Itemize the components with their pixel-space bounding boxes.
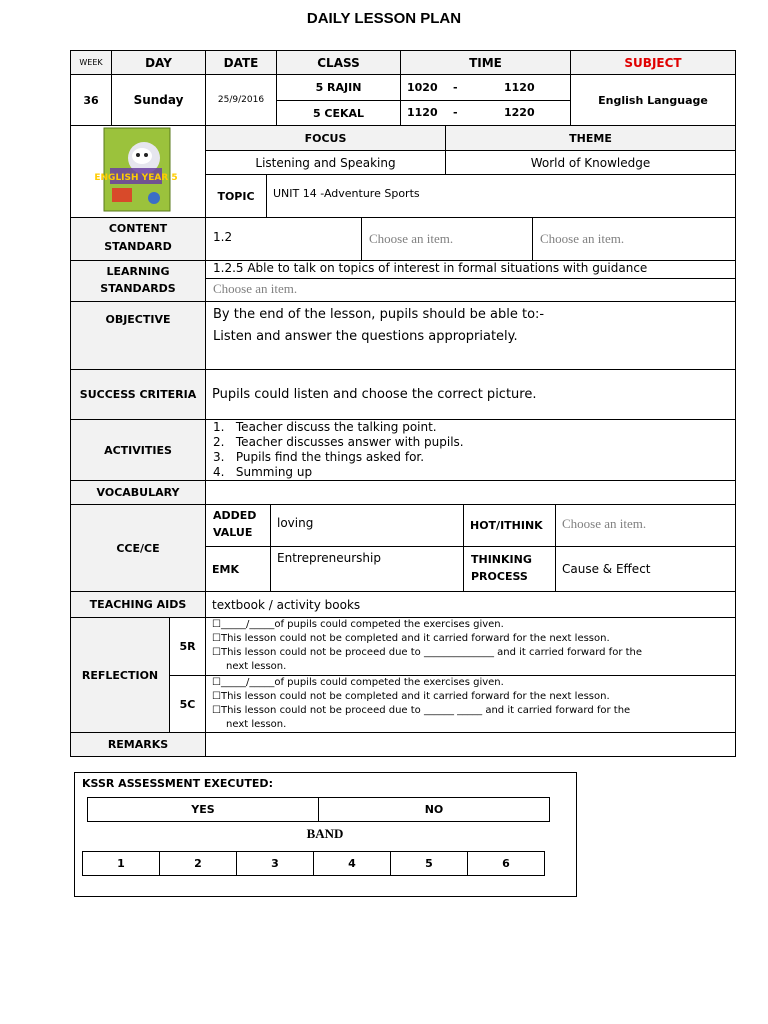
reflection-line: next lesson. <box>226 661 287 672</box>
theme-value: World of Knowledge <box>445 150 736 175</box>
class-header: CLASS <box>276 50 401 75</box>
content-standard-choice-2[interactable] <box>532 217 736 261</box>
reflection-line: ☐This lesson could not be proceed due to ______ _____ and it carried forward for the <box>212 705 631 716</box>
time-header: TIME <box>400 50 571 75</box>
activity-item: 2. Teacher discusses answer with pupils. <box>213 435 464 449</box>
hot-ithink-label: HOT/ITHINK <box>463 504 556 547</box>
time-end: 1120 <box>504 81 535 94</box>
objective-value <box>205 301 736 370</box>
emk-text: Entrepreneurship <box>277 551 381 565</box>
thinking-process-value: Cause & Effect <box>555 546 736 592</box>
day-header: DAY <box>111 50 206 75</box>
learning-label-line1: LEARNING <box>106 265 170 278</box>
focus-value: Listening and Speaking <box>205 150 446 175</box>
learning-standards-choice[interactable] <box>205 278 736 302</box>
thinking-process-label <box>463 546 556 592</box>
band-3[interactable]: 3 <box>236 851 314 876</box>
success-criteria-label: SUCCESS CRITERIA <box>70 369 206 420</box>
learning-standards-label <box>70 260 206 302</box>
activities-list <box>205 419 736 481</box>
choice-placeholder: Choose an item. <box>562 516 647 531</box>
time-end: 1220 <box>504 106 535 119</box>
learning-standards-value <box>205 260 736 279</box>
learning-label-line2: STANDARDS <box>100 282 176 295</box>
band-1[interactable]: 1 <box>82 851 160 876</box>
vocabulary-value <box>205 480 736 505</box>
topic-label: TOPIC <box>205 174 267 218</box>
remarks-label: REMARKS <box>70 732 206 757</box>
kssr-no-option[interactable]: NO <box>318 797 550 822</box>
date-value: 25/9/2016 <box>205 74 277 126</box>
choice-placeholder: Choose an item. <box>540 231 625 246</box>
content-standard-value <box>205 217 362 261</box>
teaching-aids-value: textbook / activity books <box>205 591 736 618</box>
band-5[interactable]: 5 <box>390 851 468 876</box>
thinking-line1: THINKING <box>471 553 532 566</box>
emk-value <box>270 546 464 592</box>
content-label-line1: CONTENT <box>108 222 168 235</box>
focus-header: FOCUS <box>205 125 446 151</box>
cce-label: CCE/CE <box>70 504 206 592</box>
time-dash: - <box>453 81 458 94</box>
teaching-aids-label: TEACHING AIDS <box>70 591 206 618</box>
reflection-line: ☐This lesson could not be completed and it carried forward for the next lesson. <box>212 633 610 644</box>
page-title: DAILY LESSON PLAN <box>306 10 462 27</box>
book-cover-text: ENGLISH YEAR 5 <box>94 173 178 183</box>
emk-label: EMK <box>205 546 271 592</box>
reflection-line: ☐This lesson could not be completed and it carried forward for the next lesson. <box>212 691 610 702</box>
subject-value: English Language <box>570 74 736 126</box>
date-header: DATE <box>205 50 277 75</box>
content-standard-text: 1.2 <box>213 230 233 244</box>
activity-item: 4. Summing up <box>213 465 313 479</box>
reflection-line: ☐This lesson could not be proceed due to ______________ and it carried forward for the <box>212 647 643 658</box>
content-standard-label <box>70 217 206 261</box>
week-value: 36 <box>70 74 112 126</box>
class-5-rajin: 5 RAJIN <box>276 74 401 101</box>
time-slot-1 <box>400 74 571 101</box>
textbook-cover-image <box>94 128 178 211</box>
theme-header: THEME <box>445 125 736 151</box>
reflection-line: next lesson. <box>226 719 287 730</box>
content-label-line2: STANDARD <box>104 240 172 253</box>
choice-placeholder: Choose an item. <box>213 281 298 296</box>
week-header: WEEK <box>70 50 112 75</box>
kssr-heading: KSSR ASSESSMENT EXECUTED: <box>82 777 273 790</box>
reflection-line: ☐_____/_____of pupils could competed the exercises given. <box>212 619 504 630</box>
day-value: Sunday <box>111 74 206 126</box>
hot-ithink-choice[interactable] <box>555 504 736 547</box>
class-5-cekal: 5 CEKAL <box>276 100 401 126</box>
thinking-line2: PROCESS <box>471 570 528 583</box>
content-standard-choice-1[interactable] <box>361 217 533 261</box>
objective-line-2: Listen and answer the questions appropriately. <box>213 329 518 344</box>
choice-placeholder: Choose an item. <box>369 231 454 246</box>
band-label: BAND <box>306 826 344 841</box>
reflection-class-5r: 5R <box>169 617 206 676</box>
time-slot-2 <box>400 100 571 126</box>
remarks-value <box>205 732 736 757</box>
band-6[interactable]: 6 <box>467 851 545 876</box>
added-value-text: loving <box>277 516 314 530</box>
reflection-line: ☐_____/_____of pupils could competed the exercises given. <box>212 677 504 688</box>
added-value-line2: VALUE <box>213 526 253 539</box>
reflection-5r-text <box>205 617 736 676</box>
reflection-label: REFLECTION <box>70 617 170 733</box>
subject-header: SUBJECT <box>570 50 736 75</box>
topic-value: UNIT 14 -Adventure Sports <box>266 174 736 218</box>
reflection-5c-text <box>205 675 736 733</box>
time-start: 1020 <box>407 81 438 94</box>
objective-label-text: OBJECTIVE <box>105 313 171 326</box>
time-dash: - <box>453 106 458 119</box>
activity-item: 3. Pupils find the things asked for. <box>213 450 425 464</box>
added-value <box>270 504 464 547</box>
band-2[interactable]: 2 <box>159 851 237 876</box>
added-value-line1: ADDED <box>213 509 257 522</box>
success-criteria-value: Pupils could listen and choose the correct picture. <box>205 369 736 420</box>
learning-standard-text: 1.2.5 Able to talk on topics of interest in formal situations with guidance <box>213 261 648 275</box>
activity-item: 1. Teacher discuss the talking point. <box>213 420 437 434</box>
vocabulary-label: VOCABULARY <box>70 480 206 505</box>
objective-line-1: By the end of the lesson, pupils should be able to:- <box>213 307 545 322</box>
objective-label <box>70 301 206 370</box>
kssr-yes-option[interactable]: YES <box>87 797 319 822</box>
band-4[interactable]: 4 <box>313 851 391 876</box>
time-start: 1120 <box>407 106 438 119</box>
reflection-class-5c: 5C <box>169 675 206 733</box>
activities-label: ACTIVITIES <box>70 419 206 481</box>
added-value-label <box>205 504 271 547</box>
